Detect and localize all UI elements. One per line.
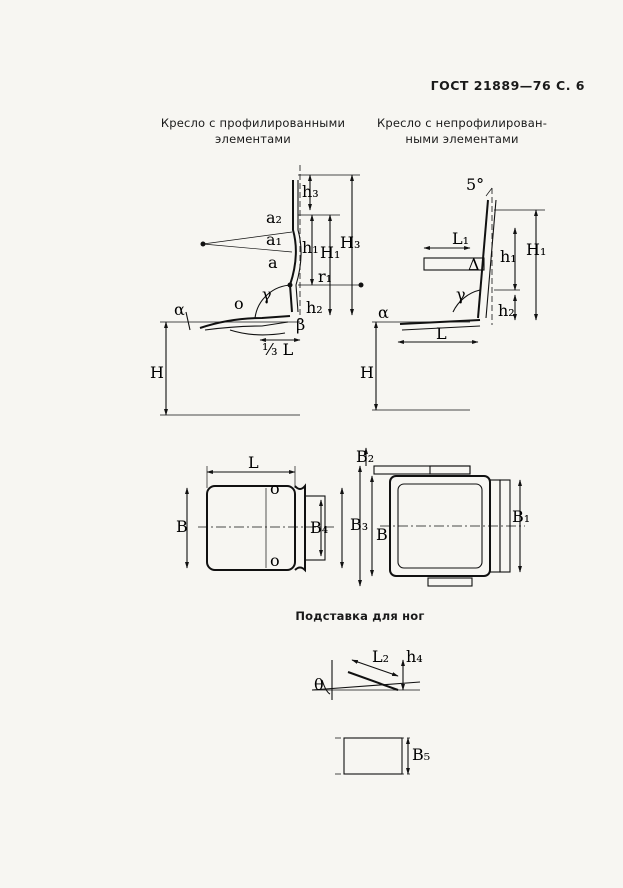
label-alpha: α <box>174 300 185 319</box>
label-a: a <box>268 253 278 272</box>
label-h4: h₄ <box>406 647 423 666</box>
label-B1: B₁ <box>512 507 531 526</box>
caption-line: элементами <box>215 132 291 146</box>
profiled-chair-plan-view <box>176 453 342 570</box>
profiled-chair-side-view <box>150 165 364 415</box>
label-o-plan-2: o <box>270 551 280 570</box>
label-B3: B₃ <box>350 515 369 534</box>
label-h3: h₃ <box>302 182 319 201</box>
label-five-deg: 5° <box>466 175 485 194</box>
label-B-plan: B <box>176 517 188 536</box>
label-h2-right: h₂ <box>498 301 515 320</box>
label-L2: L₂ <box>372 647 390 666</box>
label-B5: B₅ <box>412 745 431 764</box>
label-a1: a₁ <box>266 230 282 249</box>
label-H1: H₁ <box>320 243 341 262</box>
label-beta: β <box>296 315 306 334</box>
caption-footrest: Подставка для ног <box>295 609 425 623</box>
label-alpha-right: α <box>378 303 389 322</box>
label-L-right: L <box>436 324 447 343</box>
label-L1: L₁ <box>452 229 470 248</box>
label-L-plan: L <box>248 453 259 472</box>
label-theta: θ <box>314 675 324 694</box>
label-delta: Δ <box>468 255 480 274</box>
label-gamma: γ <box>262 285 272 304</box>
caption-line: ными элементами <box>405 132 519 146</box>
footrest-drawing <box>312 647 430 774</box>
label-third-L: ¹⁄₃ L <box>262 340 294 359</box>
label-a2: a₂ <box>266 208 282 227</box>
label-H3: H₃ <box>340 233 361 252</box>
caption-line: Кресло с профилированными <box>160 116 346 130</box>
label-r1: r₁ <box>318 267 333 286</box>
label-h1-right: h₁ <box>500 247 517 266</box>
label-h2: h₂ <box>306 298 323 317</box>
unprofiled-chair-side-view <box>360 175 546 410</box>
label-H: H <box>150 363 164 382</box>
unprofiled-chair-plan-view <box>350 447 530 586</box>
label-o: o <box>234 294 244 313</box>
label-H-right: H <box>360 363 374 382</box>
label-B4: B₄ <box>310 518 329 537</box>
label-o-plan: o <box>270 479 280 498</box>
caption-line: Кресло с непрофилирован- <box>376 116 548 130</box>
label-B-right: B <box>376 525 388 544</box>
label-B2: B₂ <box>356 447 375 466</box>
label-gamma-right: γ <box>456 285 466 304</box>
label-h1: h₁ <box>302 238 319 257</box>
page-header: ГОСТ 21889—76 С. 6 <box>430 78 585 93</box>
label-H1-right: H₁ <box>526 240 547 259</box>
